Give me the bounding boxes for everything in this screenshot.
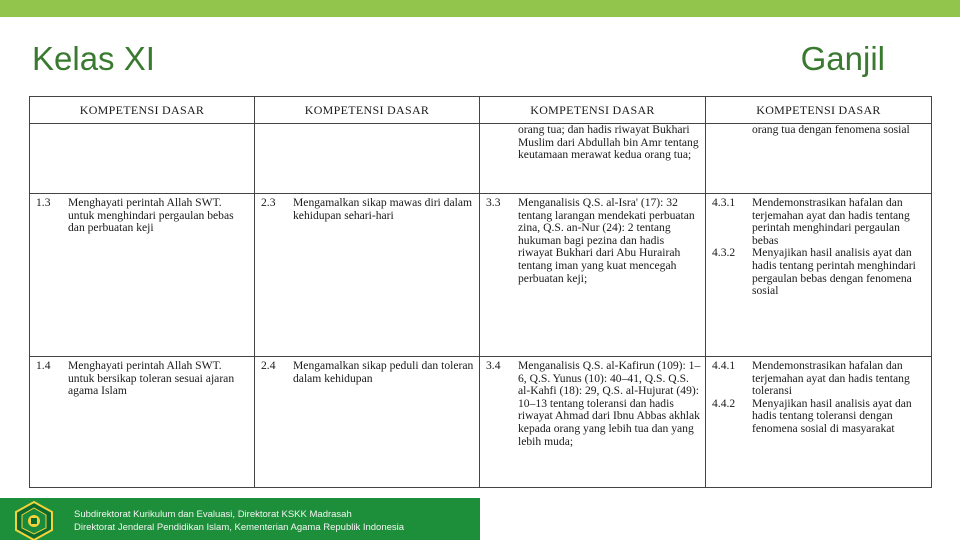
semester-title: Ganjil: [800, 40, 885, 77]
competency-number: 1.4: [36, 359, 51, 372]
table-cell: [706, 357, 932, 488]
competency-number: 4.3.1: [712, 196, 736, 209]
competency-item: [706, 247, 931, 297]
table-cell: [706, 124, 932, 194]
table-row: [30, 194, 932, 357]
competency-text: Menyajikan hasil analisis ayat dan hadis tentang perintah menghindari pergaulan bebas dengan fenomena sosial: [752, 246, 916, 298]
competency-item: [30, 357, 254, 398]
table-cell: [30, 124, 255, 194]
class-title: Kelas XI: [32, 40, 155, 77]
footer-line-2: Direktorat Jenderal Pendidikan Islam, Kementerian Agama Republik Indonesia: [74, 522, 405, 533]
table-cell: [480, 194, 706, 357]
competency-number: 2.4: [261, 359, 276, 372]
competency-number: 4.4.1: [712, 359, 736, 372]
competency-item: [30, 194, 254, 235]
competency-text: Mendemonstrasikan hafalan dan terjemahan ayat dan hadis tentang toleransi: [752, 359, 910, 398]
column-header: KOMPETENSI DASAR: [30, 97, 255, 124]
continued-text: orang tua; dan hadis riwayat Bukhari Muslim dari Abdullah bin Amr tentang keutamaan merawat kedua orang tua;: [518, 124, 699, 162]
table-cell: [30, 357, 255, 488]
competency-text: Menganalisis Q.S. al-Isra' (17): 32 tentang larangan mendekati perbuatan zina, Q.S. an-Nur (24): 2 tentang hukuman bagi pezina dan hadis riwayat Bukhari dari Abu Hurairah tentang iman yang kuat mencegah perbuatan keji;: [518, 196, 695, 285]
table-cell: [30, 194, 255, 357]
column-header: KOMPETENSI DASAR: [706, 97, 932, 124]
competency-number: 3.3: [486, 196, 501, 209]
table-cell: [480, 124, 706, 194]
competency-text: Menganalisis Q.S. al-Kafirun (109): 1–6, Q.S. Yunus (10): 40–41, Q.S. Q.S. al-Kahfi (18): 29, Q.S. al-Hujurat (49): 10–13 tentang toleransi dan hadis riwayat Ahmad dari Ibnu Abbas akhlak kepada orang yang lebih tua dan yang lebih muda;: [518, 359, 701, 448]
competency-item: [706, 398, 931, 436]
competency-number: 3.4: [486, 359, 501, 372]
competency-item: [706, 194, 931, 247]
competency-item: [255, 357, 479, 385]
table-header-row: [30, 97, 932, 124]
competency-text: Mengamalkan sikap peduli dan toleran dalam kehidupan: [293, 359, 474, 385]
footer-line-1: Subdirektorat Kurikulum dan Evaluasi, Direktorat KSKK Madrasah: [74, 509, 352, 520]
competency-item: [480, 357, 705, 448]
column-header: KOMPETENSI DASAR: [255, 97, 480, 124]
competency-text: Mendemonstrasikan hafalan dan terjemahan ayat dan hadis tentang perintah menghindari pergaulan bebas: [752, 196, 910, 247]
competency-text: Menghayati perintah Allah SWT. untuk bersikap toleran sesuai ajaran agama Islam: [68, 359, 235, 398]
competency-text: Mengamalkan sikap mawas diri dalam kehidupan sehari-hari: [293, 196, 473, 222]
table-cell: [255, 194, 480, 357]
footer-bar: [0, 498, 480, 540]
competency-number: 4.4.2: [712, 396, 736, 410]
table-cell: [255, 124, 480, 194]
column-header: KOMPETENSI DASAR: [480, 97, 706, 124]
footer-blank: [480, 498, 960, 540]
competency-table: [29, 96, 932, 488]
competency-number: 1.3: [36, 196, 51, 209]
continued-text: orang tua dengan fenomena sosial: [752, 124, 910, 136]
competency-item: [255, 194, 479, 222]
competency-text: Menghayati perintah Allah SWT. untuk menghindari pergaulan bebas dan perbuatan keji: [68, 196, 234, 235]
table-row: [30, 357, 932, 488]
table-cell: [706, 194, 932, 357]
competency-number: 4.3.2: [712, 246, 736, 260]
table-row: [30, 124, 932, 194]
competency-number: 2.3: [261, 196, 276, 209]
competency-text: Menyajikan hasil analisis ayat dan hadis tentang toleransi dengan fenomena sosial di masyarakat: [752, 396, 912, 435]
table-cell: [480, 357, 706, 488]
competency-item: [706, 357, 931, 398]
table-cell: [255, 357, 480, 488]
kemenag-logo-icon: [12, 500, 56, 540]
competency-item: [480, 194, 705, 285]
top-accent-bar: [0, 0, 960, 17]
